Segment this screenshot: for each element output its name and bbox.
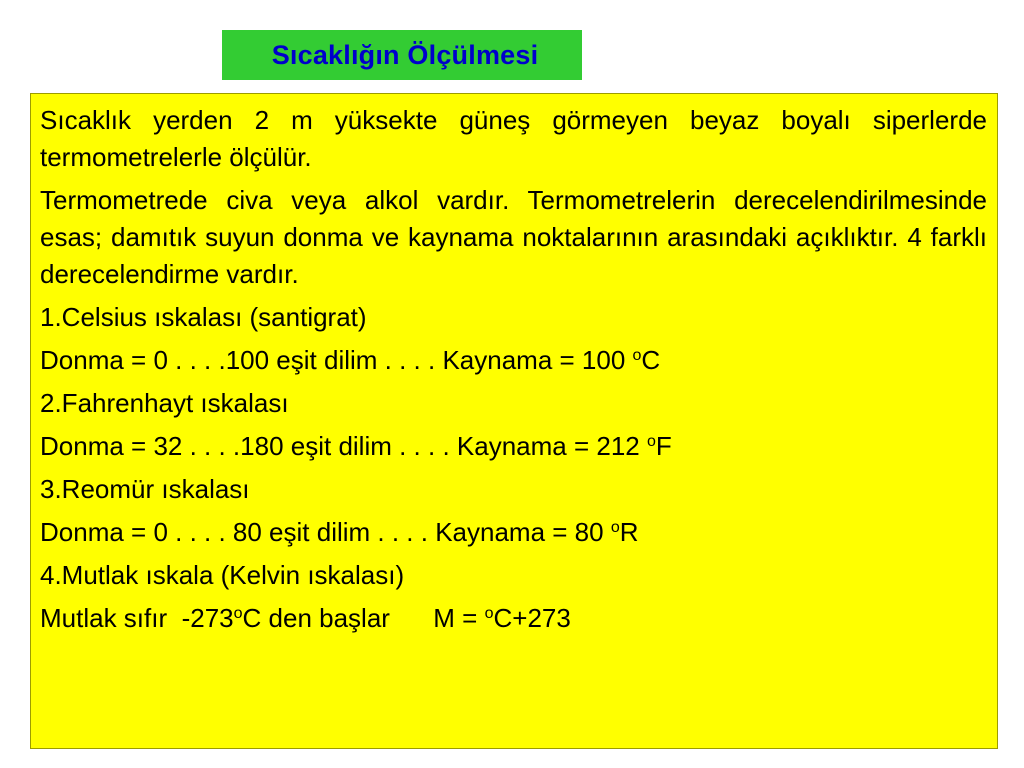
reaumur-heading: 3.Reomür ıskalası xyxy=(40,474,250,504)
degree-symbol: o xyxy=(484,605,494,622)
celsius-heading: 1.Celsius ıskalası (santigrat) xyxy=(40,302,367,332)
kelvin-text-part2: C den başlar M = xyxy=(242,603,485,633)
degree-symbol: o xyxy=(632,347,642,364)
fahrenheit-unit: F xyxy=(655,431,672,461)
degree-symbol: o xyxy=(233,605,243,622)
kelvin-text-part1: Mutlak sıfır -273 xyxy=(40,603,234,633)
reaumur-scale-line xyxy=(40,514,987,551)
slide-title: Sıcaklığın Ölçülmesi xyxy=(271,39,539,70)
degree-symbol: o xyxy=(610,519,620,536)
fahrenheit-scale-text: Donma = 32 . . . .180 eşit dilim . . . . Kaynama = 212 xyxy=(40,431,647,461)
reaumur-scale-text: Donma = 0 . . . . 80 eşit dilim . . . . Kaynama = 80 xyxy=(40,517,611,547)
celsius-scale-text: Donma = 0 . . . .100 eşit dilim . . . . Kaynama = 100 xyxy=(40,345,633,375)
kelvin-text-part3: C+273 xyxy=(493,603,571,633)
degree-symbol: o xyxy=(646,433,656,450)
fahrenheit-scale-line xyxy=(40,428,987,465)
celsius-unit: C xyxy=(641,345,661,375)
slide-content-box xyxy=(30,93,998,749)
kelvin-heading: 4.Mutlak ıskala (Kelvin ıskalası) xyxy=(40,560,405,590)
slide-title-box xyxy=(222,30,582,80)
intro-paragraph: Sıcaklık yerden 2 m yüksekte güneş görmeyen beyaz boyalı siperlerde termometrelerle ölçülür. xyxy=(40,105,987,172)
kelvin-scale-line xyxy=(40,600,987,637)
fahrenheit-heading: 2.Fahrenhayt ıskalası xyxy=(40,388,289,418)
thermometer-paragraph: Termometrede civa veya alkol vardır. Termometrelerin derecelendirilmesinde esas; damıtık suyun donma ve kaynama noktalarının arasındaki açıklıktır. 4 farklı derecelendirme vardır. xyxy=(40,185,987,289)
reaumur-unit: R xyxy=(619,517,639,547)
celsius-scale-line xyxy=(40,342,987,379)
